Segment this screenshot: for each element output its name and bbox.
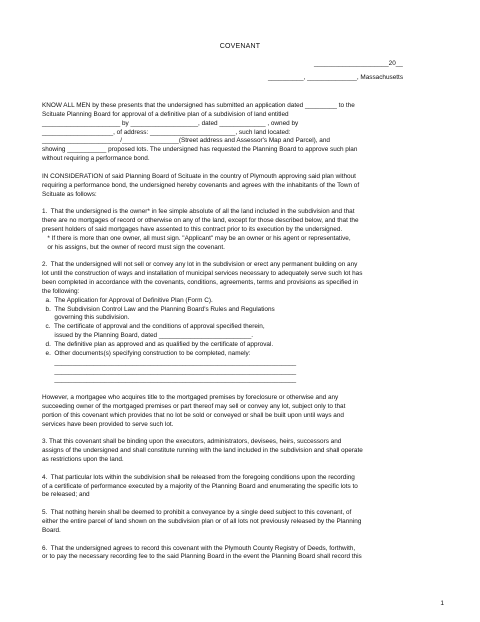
document-line: e. Other documents(s) specifying construction to be completed, namely: (42, 349, 251, 357)
document-line: 4. That particular lots within the subdivision shall be released from the foregoing conditions upon the recording (42, 473, 355, 481)
document-line: ______________________/________________(Street address and Assessor's Map and Parcel), and (42, 137, 330, 145)
document-line: 5. That nothing herein shall be deemed to prohibit a conveyance by a single deed subject to this covenant, of (42, 509, 352, 517)
document-line: c. The certificate of approval and the conditions of approval specified therein, (42, 323, 265, 331)
document-line: either the entire parcel of land shown on the subdivision plan or of all lots not previously released by the Planning (42, 517, 362, 525)
document-line: ____________________, of address: ________________________, such land located: (42, 128, 291, 136)
document-line: a. The Application for Approval of Definitive Plan (Form C). (42, 296, 213, 304)
document-line: Scituate as follows: (42, 190, 97, 198)
document-line: * If there is more than one owner, all must sign. "Applicant" may be an owner or his agent or representative, (42, 234, 351, 242)
document-line: However, a mortgagee who acquires title to the mortgaged premises by foreclosure or otherwise and any (42, 394, 339, 402)
document-line: or to pay the necessary recording fee to the said Planning Board in the event the Planning Board shall record this (42, 553, 362, 561)
document-line: lot until the construction of ways and installation of municipal services necessary to adequately serve such lot has (42, 270, 363, 278)
document-line: 1. That the undersigned is the owner* in fee simple absolute of all the land included in the subdivision and that (42, 208, 355, 216)
document-line: be released; and (42, 491, 90, 499)
document-line: ____________________________________________________________________ (42, 358, 297, 366)
document-line: succeeding owner of the mortgaged premises or part thereof may sell or convey any lot, subject only to that (42, 402, 346, 410)
document-line: as restrictions upon the land. (42, 456, 124, 463)
page-number: 1 (440, 600, 444, 607)
document-line: 3. That this covenant shall be binding upon the executors, administrators, devisees, heirs, successors and (42, 438, 342, 446)
document-line: 6. That the undersigned agrees to record this covenant with the Plymouth County Registry of Deeds, forthwith, (42, 544, 356, 552)
document-line: IN CONSIDERATION of said Planning Board of Scituate in the country of Plymouth approving said plan without (42, 172, 356, 180)
document-line: showing ___________ proposed lots. The undersigned has requested the Planning Board to approve such plan (42, 146, 358, 154)
document-line: Board. (42, 526, 61, 534)
document-line: assigns of the undersigned and shall constitute running with the land included in the subdivision and shall operate (42, 447, 363, 455)
document-line: been completed in accordance with the covenants, conditions, agreements, terms and provisions as specified in (42, 279, 359, 286)
document-line: services have been provided to serve such lot. (42, 420, 174, 428)
document-line: or his assigns, but the owner of record must sign the covenant. (42, 243, 225, 251)
date-line: _____________________20__ (314, 60, 403, 67)
location-line: __________, ______________, Massachusetts (268, 74, 404, 81)
document-line: KNOW ALL MEN by these presents that the undersigned has submitted an application dated _________ to the (42, 102, 355, 109)
document-line: there are no mortgages of record or otherwise on any of the land, except for those described below, and that the (42, 217, 359, 225)
document-line: d. The definitive plan as approved and as qualified by the certificate of approval. (42, 340, 274, 348)
document-line: the following: (42, 287, 80, 295)
document-line: ____________________________________________________________________ (42, 367, 297, 375)
document-line: without requiring a performance bond. (42, 155, 150, 163)
document-line: portion of this covenant which provides that no lot be sold or conveyed or shall be built upon until ways and (42, 411, 344, 419)
document-line: of a certificate of performance executed by a majority of the Planning Board and enumerating the specific lots to (42, 482, 358, 490)
document-line: requiring a performance bond, the undersigned hereby covenants and agrees with the inhabitants of the Town of (42, 181, 360, 189)
document-line: Scituate Planning Board for approval of a definitive plan of a subdivision of land entitled (42, 110, 289, 118)
document-title: COVENANT (219, 43, 261, 50)
document-line: governing this subdivision. (42, 314, 130, 322)
document-line: b. The Subdivision Control Law and the Planning Board's Rules and Regulations (42, 305, 275, 313)
document-line: present holders of said mortgages have assented to this contract prior to its execution by the undersigned. (42, 225, 343, 233)
document-line: 2. That the undersigned will not sell or convey any lot in the subdivision or erect any permanent building on any (42, 261, 358, 269)
document-line: ____________________________________________________________________ (42, 376, 297, 384)
document-line: ______________________ by ___________________, dated _____________ , owned by (42, 119, 299, 127)
document-line: issued by the Planning Board, dated __________________________. (42, 332, 254, 340)
